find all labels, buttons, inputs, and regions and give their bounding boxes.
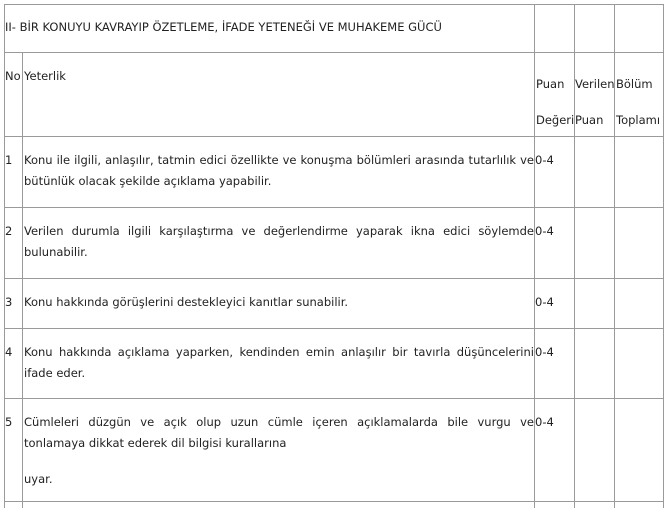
row-3-text: Konu hakkında görüşlerini destekleyici kanıtlar sunabilir. bbox=[24, 295, 349, 309]
row-2-no: 2 bbox=[5, 224, 13, 238]
row-1-text: Konu ile ilgili, anlaşılır, tatmin edici özellikte ve konuşma bölümleri arasında tutarlılık ve bütünlük olacak şekilde açıklama yapabilir. bbox=[24, 153, 534, 188]
row-5-text-continued: uyar. bbox=[24, 472, 53, 486]
header-given-score: Verilen Puan bbox=[575, 77, 615, 127]
row-4-text: Konu hakkında açıklama yaparken, kendinden emin anlaşılır bir tavırla düşüncelerini ifade eder. bbox=[24, 345, 534, 380]
row-4-no: 4 bbox=[5, 345, 13, 359]
row-5-text: Cümleleri düzgün ve açık olup uzun cümle içeren açıklamalarda bile vurgu ve tonlamaya dikkat ederek dil bilgisi kurallarına bbox=[24, 415, 534, 450]
row-1-no: 1 bbox=[5, 153, 13, 167]
row-1-value: 0-4 bbox=[535, 153, 554, 167]
row-5-no: 5 bbox=[5, 415, 13, 429]
row-3-no: 3 bbox=[5, 295, 13, 309]
header-no: No bbox=[5, 69, 21, 83]
header-section-total: Bölüm Toplamı bbox=[616, 77, 661, 127]
row-5-value: 0-4 bbox=[535, 415, 554, 429]
section-title: II- BİR KONUYU KAVRAYIP ÖZETLEME, İFADE YETENEĞİ VE MUHAKEME GÜCÜ bbox=[5, 20, 442, 34]
row-3-value: 0-4 bbox=[535, 295, 554, 309]
row-2-text: Verilen durumla ilgili karşılaştırma ve değerlendirme yaparak ikna edici söylemde bulunabilir. bbox=[24, 224, 534, 259]
header-competency: Yeterlik bbox=[24, 69, 66, 83]
row-4-value: 0-4 bbox=[535, 345, 554, 359]
row-2-value: 0-4 bbox=[535, 224, 554, 238]
header-score-value: Puan Değeri bbox=[536, 77, 575, 127]
